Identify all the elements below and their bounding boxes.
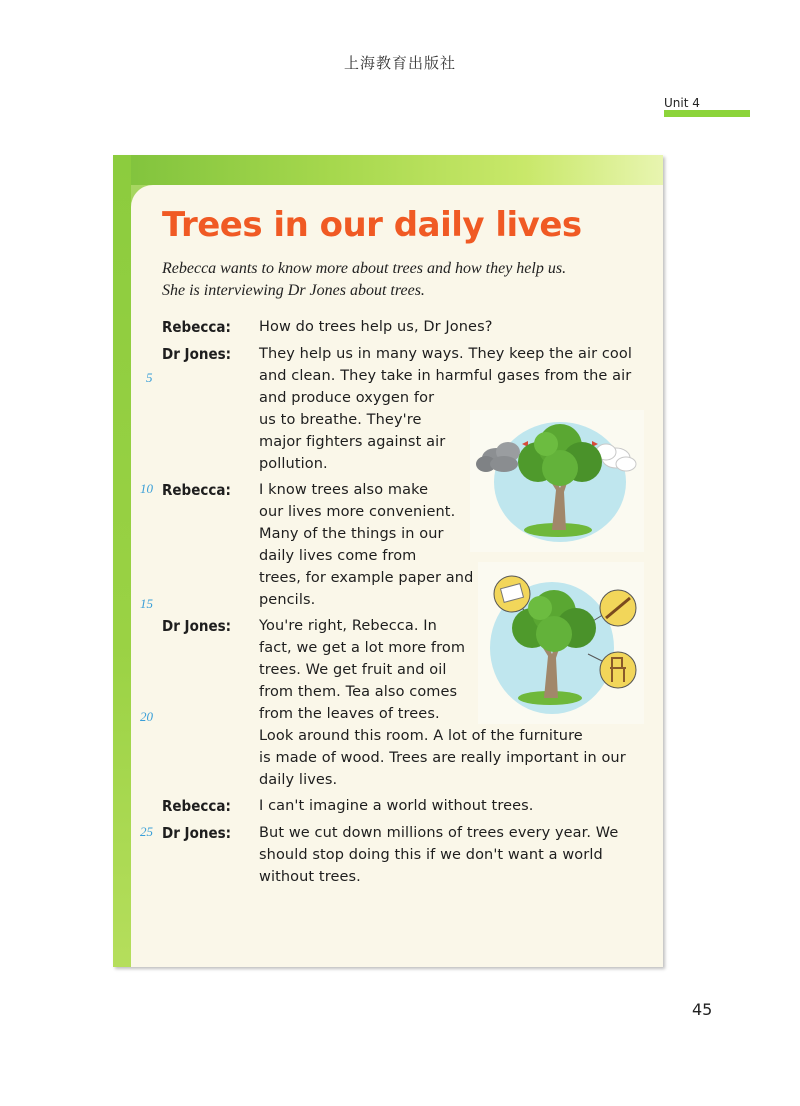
dialogue-line: pencils. bbox=[259, 592, 316, 608]
dialogue-line: trees. We get fruit and oil bbox=[259, 662, 447, 678]
unit-label: Unit 4 bbox=[664, 96, 700, 110]
dialogue-line: daily lives. bbox=[259, 772, 338, 788]
card-left-band bbox=[113, 155, 131, 967]
dialogue-line: You're right, Rebecca. In bbox=[259, 618, 437, 634]
lesson-title: Trees in our daily lives bbox=[162, 205, 582, 245]
speaker-label: Dr Jones: bbox=[162, 345, 232, 363]
lesson-intro bbox=[162, 258, 652, 302]
polluted-cloud-icon bbox=[476, 442, 520, 472]
intro-line: She is interviewing Dr Jones about trees. bbox=[162, 282, 425, 299]
dialogue-line: is made of wood. Trees are really important in our bbox=[259, 750, 626, 766]
line-number: 5 bbox=[146, 370, 153, 385]
card-top-band bbox=[113, 155, 663, 185]
dialogue-line: and clean. They take in harmful gases from the air bbox=[259, 368, 632, 384]
dialogue-line: should stop doing this if we don't want a world bbox=[259, 847, 603, 863]
line-number: 15 bbox=[140, 596, 153, 611]
speaker-label: Dr Jones: bbox=[162, 617, 232, 635]
speaker-label: Dr Jones: bbox=[162, 824, 232, 842]
tree-cleaning-air-illustration bbox=[470, 410, 644, 552]
dialogue-line: But we cut down millions of trees every year. We bbox=[259, 825, 619, 841]
dialogue-line: us to breathe. They're bbox=[259, 412, 422, 428]
dialogue-line: from them. Tea also comes bbox=[259, 684, 458, 700]
dialogue-line: I can't imagine a world without trees. bbox=[259, 798, 534, 814]
dialogue-line: from the leaves of trees. bbox=[259, 706, 440, 722]
pencil-icon bbox=[600, 590, 636, 626]
speaker-label: Rebecca: bbox=[162, 318, 231, 336]
line-number: 25 bbox=[140, 824, 153, 839]
dialogue-line: fact, we get a lot more from bbox=[259, 640, 466, 656]
dialogue-line: I know trees also make bbox=[259, 482, 429, 498]
dialogue-line: daily lives come from bbox=[259, 548, 417, 564]
line-number: 20 bbox=[140, 709, 153, 724]
speaker-label: Rebecca: bbox=[162, 797, 231, 815]
speaker-label: Rebecca: bbox=[162, 481, 231, 499]
dialogue-line: and produce oxygen for bbox=[259, 390, 435, 406]
dialogue-line: pollution. bbox=[259, 456, 328, 472]
dialogue-line: trees, for example paper and bbox=[259, 570, 474, 586]
dialogue-line: Many of the things in our bbox=[259, 526, 444, 542]
line-number: 10 bbox=[140, 481, 153, 496]
unit-accent-bar bbox=[664, 110, 750, 117]
dialogue-line: major fighters against air bbox=[259, 434, 446, 450]
publisher-name: 上海教育出版社 bbox=[343, 54, 456, 72]
paper-icon bbox=[494, 576, 530, 612]
dialogue-line: our lives more convenient. bbox=[259, 504, 456, 520]
dialogue-line: They help us in many ways. They keep the air cool bbox=[259, 346, 633, 362]
tree-products-illustration bbox=[478, 562, 644, 724]
page-number: 45 bbox=[692, 1000, 713, 1019]
intro-line: Rebecca wants to know more about trees and how they help us. bbox=[162, 260, 567, 277]
dialogue-line: without trees. bbox=[259, 869, 361, 885]
chair-icon bbox=[600, 652, 636, 688]
dialogue-line: How do trees help us, Dr Jones? bbox=[259, 319, 493, 335]
dialogue-line: Look around this room. A lot of the furniture bbox=[259, 728, 583, 744]
